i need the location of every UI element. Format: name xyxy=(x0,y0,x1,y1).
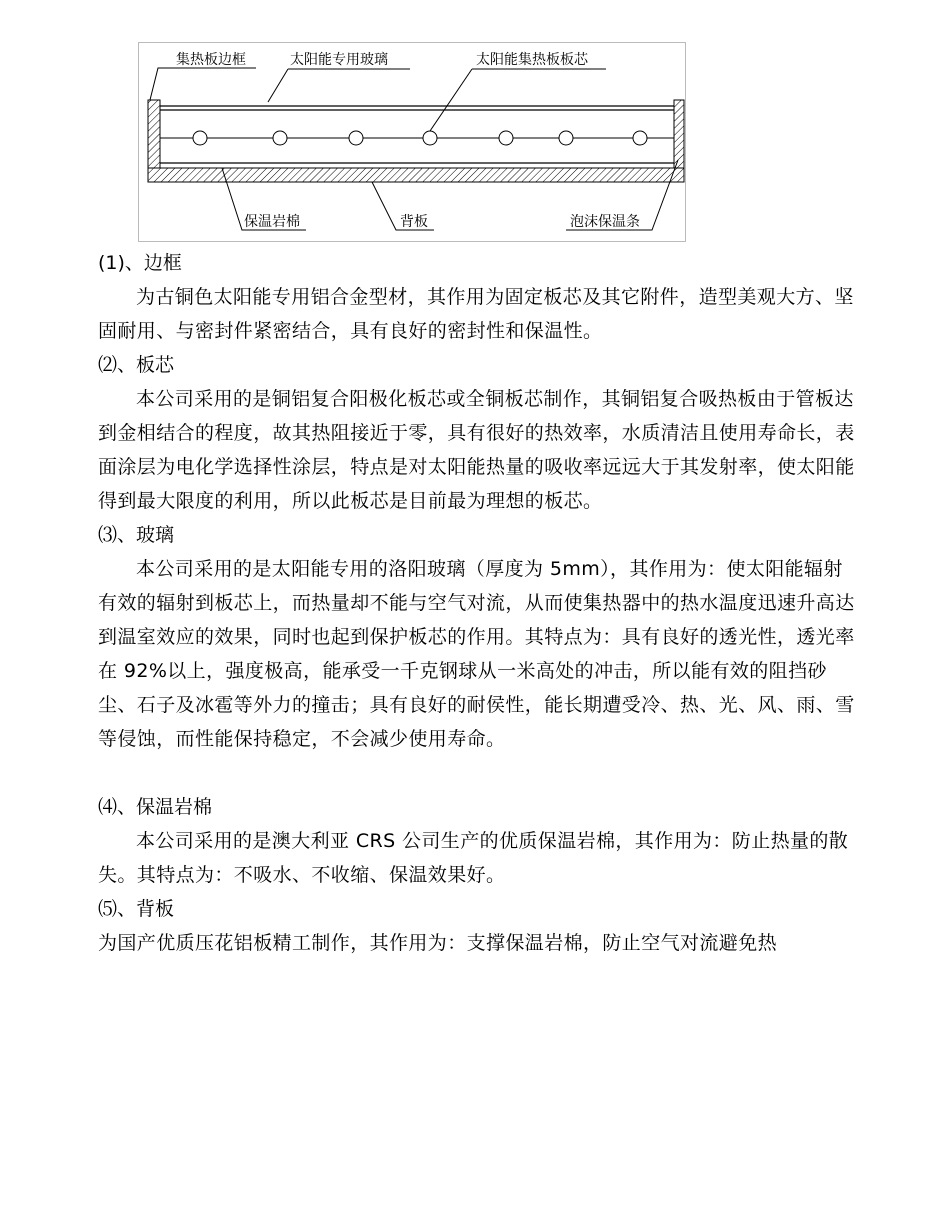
section-heading: (1)、边框 xyxy=(98,252,182,274)
core-leader xyxy=(430,69,472,131)
absorber-tube xyxy=(193,131,207,145)
section-paragraph: 本公司采用的是澳大利亚 CRS 公司生产的优质保温岩棉，其作用为：防止热量的散失。其特点为：不吸水、不收缩、保温效果好。 xyxy=(98,830,849,886)
absorber-tube xyxy=(273,131,287,145)
label-glass: 太阳能专用玻璃 xyxy=(290,52,388,68)
glass-leader xyxy=(268,69,288,102)
section-heading: ⑸、背板 xyxy=(98,898,175,920)
section-paragraph: 为古铜色太阳能专用铝合金型材，其作用为固定板芯及其它附件，造型美观大方、坚固耐用、与密封件紧密结合，具有良好的密封性和保温性。 xyxy=(98,286,854,342)
section-paragraph: 本公司采用的是铜铝复合阳极化板芯或全铜板芯制作，其铜铝复合吸热板由于管板达到金相结合的程度，故其热阻接近于零，具有很好的热效率，水质清洁且使用寿命长，表面涂层为电化学选择性涂层，特点是对太阳能热量的吸收率远远大于其发射率，使太阳能得到最大限度的利用，所以此板芯是目前最为理想的板芯。 xyxy=(98,388,855,512)
spacer xyxy=(98,756,858,790)
back-plate xyxy=(148,168,684,182)
absorber-tube xyxy=(559,131,573,145)
left-frame xyxy=(148,100,160,168)
section-heading: ⑵、板芯 xyxy=(98,354,175,376)
label-foam: 泡沫保温条 xyxy=(570,214,640,230)
absorber-tube xyxy=(633,131,647,145)
section-heading: ⑶、玻璃 xyxy=(98,524,175,546)
frame-leader xyxy=(150,68,174,100)
absorber-tube xyxy=(499,131,513,145)
label-backplate: 背板 xyxy=(400,214,428,230)
section-paragraph: 本公司采用的是太阳能专用的洛阳玻璃（厚度为 5mm），其作用为：使太阳能辐射有效的辐射到板芯上，而热量却不能与空气对流，从而使集热器中的热水温度迅速升高达到温室效应的效果，同时也起到保护板芯的作用。其特点为：具有良好的透光性，透光率在 92%以上，强度极高，能承受一千克钢球从一米高处的冲击，所以能有效的阻挡砂尘、石子及冰雹等外力的撞击；具有良好的耐侯性，能长期遭受冷、热、光、风、雨、雪等侵蚀，而性能保持稳定，不会减少使用寿命。 xyxy=(98,558,855,750)
label-frame: 集热板边框 xyxy=(176,52,246,68)
right-frame xyxy=(674,100,684,168)
section-heading: ⑷、保温岩棉 xyxy=(98,796,213,818)
absorber-tube xyxy=(349,131,363,145)
section-paragraph: 为国产优质压花铝板精工制作，其作用为：支撑保温岩棉，防止空气对流避免热 xyxy=(98,932,778,954)
absorber-tube xyxy=(423,131,437,145)
collector-cross-section-diagram xyxy=(138,42,686,242)
label-wool: 保温岩棉 xyxy=(244,214,300,230)
diagram-border xyxy=(139,43,686,242)
cross-section-svg xyxy=(138,42,686,242)
document-body xyxy=(98,246,858,960)
label-core: 太阳能集热板板芯 xyxy=(476,52,588,68)
